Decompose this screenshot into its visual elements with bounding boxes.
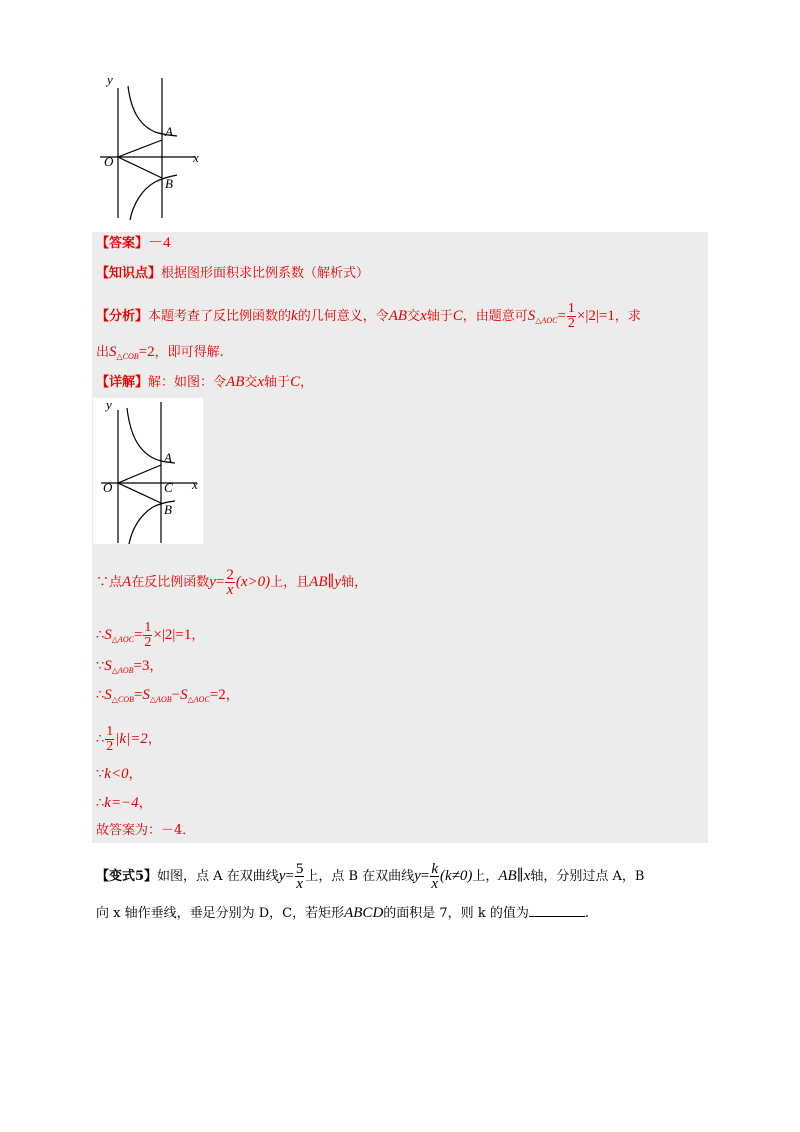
knowledge-line: [96, 266, 369, 282]
segment-ob: [118, 483, 161, 503]
analysis-sub-cob: △COB: [116, 352, 139, 361]
step-fraction: [225, 568, 235, 597]
step-end: ，: [149, 659, 163, 674]
segment-ob: [118, 157, 162, 178]
detail-line: [96, 374, 313, 391]
detail-text-4: ，: [300, 375, 314, 390]
variant-condition: (k≠0): [439, 868, 473, 884]
analysis-text-4: 轴于: [426, 309, 453, 324]
label-x: x: [192, 477, 198, 492]
analysis-tag: 【分析】: [96, 309, 149, 324]
step-eq: =: [133, 627, 143, 643]
label-x: x: [193, 150, 199, 165]
step-text: 在反比例函数: [131, 575, 210, 590]
fraction-denominator: x: [226, 582, 234, 598]
step-1: [96, 568, 367, 597]
analysis-c: C: [452, 308, 463, 324]
step-s: S: [180, 687, 188, 703]
fraction-numerator: 2: [226, 567, 234, 583]
detail-text-2: 交: [244, 375, 258, 390]
step-a: A: [122, 574, 132, 590]
analysis-text-6: ，求: [614, 309, 641, 324]
answer-value: －4: [148, 235, 171, 251]
step-s: S: [104, 687, 112, 703]
variant-text: 向 x 轴作垂线，垂足分别为 D，C，若矩形: [96, 906, 345, 921]
analysis-text-2: 的几何意义，令: [297, 309, 389, 324]
fraction-numerator: k: [431, 861, 438, 877]
label-o: O: [104, 154, 114, 169]
fraction-denominator: x: [431, 876, 438, 892]
therefore-symbol: ∴: [96, 732, 105, 747]
variant-y: y: [414, 868, 421, 884]
step-s: S: [142, 687, 150, 703]
analysis-line-2: [96, 344, 224, 365]
analysis-text-3: 交: [407, 309, 421, 324]
step-7: [96, 795, 152, 812]
therefore-symbol: ∴: [96, 796, 105, 811]
step-minus: −: [171, 687, 181, 703]
fraction-numerator: 1: [144, 620, 152, 635]
fraction-numerator: 1: [106, 724, 114, 739]
fraction-denominator: 2: [567, 316, 575, 331]
analysis-s-2: S: [109, 344, 117, 360]
analysis-text-5: ，由题意可: [462, 309, 528, 324]
step-sub: △AOB: [111, 666, 134, 675]
parallel-symbol: ∥: [327, 574, 335, 590]
variant-end: .: [584, 906, 589, 921]
step-sub: △AOC: [187, 695, 210, 704]
variant-tag: 【变式5】: [96, 869, 158, 884]
step-rest: |k|=2: [115, 731, 148, 747]
variant-ab: AB: [498, 868, 517, 884]
analysis-line2-post: ，即可得解.: [154, 345, 224, 360]
analysis-line-1: [96, 302, 641, 331]
detail-x: x: [257, 374, 265, 390]
step-sub: △AOB: [149, 695, 172, 704]
analysis-k: k: [291, 308, 298, 324]
detail-text-1: 解：如图：令: [148, 375, 227, 390]
analysis-line2-pre: 出: [96, 345, 110, 360]
step-rest: ×|2|=1: [153, 627, 192, 643]
detail-tag: 【详解】: [96, 375, 149, 390]
step-end: ，: [191, 628, 205, 643]
analysis-s: S: [527, 308, 536, 324]
step-8: [96, 823, 195, 839]
graph-figure-2: [93, 398, 203, 544]
analysis-eq2: =2: [138, 344, 155, 360]
step-s: S: [104, 658, 112, 674]
answer-line: [96, 235, 171, 252]
label-y: y: [107, 72, 113, 87]
variant-text: 的面积是 7，则 k 的值为: [383, 906, 529, 921]
analysis-text-1: 本题考查了反比例函数的: [148, 309, 292, 324]
fraction-denominator: x: [296, 876, 303, 892]
label-c: C: [164, 480, 173, 495]
step-text: 轴，: [341, 575, 368, 590]
step-end: ，: [147, 732, 161, 747]
step-text: 点: [109, 575, 123, 590]
step-end: ，: [225, 688, 239, 703]
detail-text-3: 轴于: [264, 375, 291, 390]
label-b: B: [164, 502, 172, 517]
variant-y: y: [278, 868, 286, 884]
variant-eq: =: [285, 868, 294, 884]
knowledge-text: 根据图形面积求比例系数（解析式）: [161, 266, 370, 281]
because-symbol: ∵: [96, 767, 105, 782]
analysis-sub-aoc: △AOC: [535, 316, 558, 325]
step-rest: k<0: [104, 766, 129, 782]
variant-text: 轴，分别过点 A，B: [530, 869, 645, 884]
answer-tag: 【答案】: [96, 236, 149, 251]
analysis-ab: AB: [388, 308, 408, 324]
label-y: y: [106, 398, 112, 412]
analysis-eq: =: [557, 308, 566, 324]
step-y: y: [209, 574, 216, 590]
step-fraction: [143, 621, 152, 650]
variant-fraction-1: [295, 862, 305, 891]
therefore-symbol: ∴: [96, 628, 105, 643]
variant-text: 上，点 B 在双曲线: [305, 869, 415, 884]
variant-line-1: [96, 862, 644, 891]
step-y-axis: y: [334, 574, 342, 590]
step-rest: k=−4: [104, 795, 139, 811]
graph-figure-1: [95, 70, 215, 220]
step-end: ，: [128, 767, 142, 782]
step-rest: =3: [133, 658, 150, 674]
answer-blank[interactable]: [529, 904, 585, 917]
variant-text: 上，: [472, 869, 499, 884]
label-a: A: [165, 124, 173, 139]
fraction-numerator: 5: [295, 861, 304, 877]
fraction-denominator: 2: [144, 635, 152, 650]
step-5: [96, 725, 161, 754]
parallel-symbol: ∥: [516, 868, 524, 884]
label-b: B: [165, 176, 173, 191]
segment-oa: [118, 140, 162, 157]
step-sub: △AOC: [111, 635, 134, 644]
step-ab: AB: [309, 574, 328, 590]
therefore-symbol: ∴: [96, 688, 105, 703]
variant-abcd: ABCD: [344, 905, 384, 921]
label-o: O: [103, 480, 113, 495]
step-4: [96, 687, 239, 708]
analysis-x: x: [420, 308, 427, 324]
because-symbol: ∵: [96, 659, 105, 674]
variant-x: x: [523, 868, 531, 884]
analysis-rest: ×|2|=1: [576, 308, 615, 324]
detail-ab: AB: [226, 374, 245, 390]
analysis-fraction: [567, 302, 576, 331]
step-sub: △COB: [111, 695, 134, 704]
variant-fraction-2: [430, 862, 439, 891]
step-fraction: [105, 725, 114, 754]
step-3: [96, 658, 162, 679]
step-eq: =: [133, 687, 143, 703]
fraction-numerator: 1: [567, 301, 575, 316]
step-condition: (x>0): [235, 574, 271, 590]
label-a: A: [164, 450, 172, 465]
segment-oa: [118, 465, 161, 483]
variant-eq: =: [420, 868, 430, 884]
step-text: 上，且: [270, 575, 310, 590]
step-2: [96, 621, 204, 650]
step-rest: =2: [209, 687, 226, 703]
step-end: ，: [138, 796, 152, 811]
variant-line-2: [96, 904, 589, 922]
fraction-denominator: 2: [106, 739, 114, 754]
knowledge-tag: 【知识点】: [96, 266, 162, 281]
step-s: S: [104, 627, 112, 643]
final-answer-text: 故答案为：－4．: [96, 823, 196, 838]
step-6: [96, 766, 142, 783]
variant-text: 如图，点 A 在双曲线: [157, 869, 279, 884]
detail-c: C: [290, 374, 301, 390]
because-symbol: ∵: [96, 575, 110, 590]
step-eq: =: [215, 574, 225, 590]
